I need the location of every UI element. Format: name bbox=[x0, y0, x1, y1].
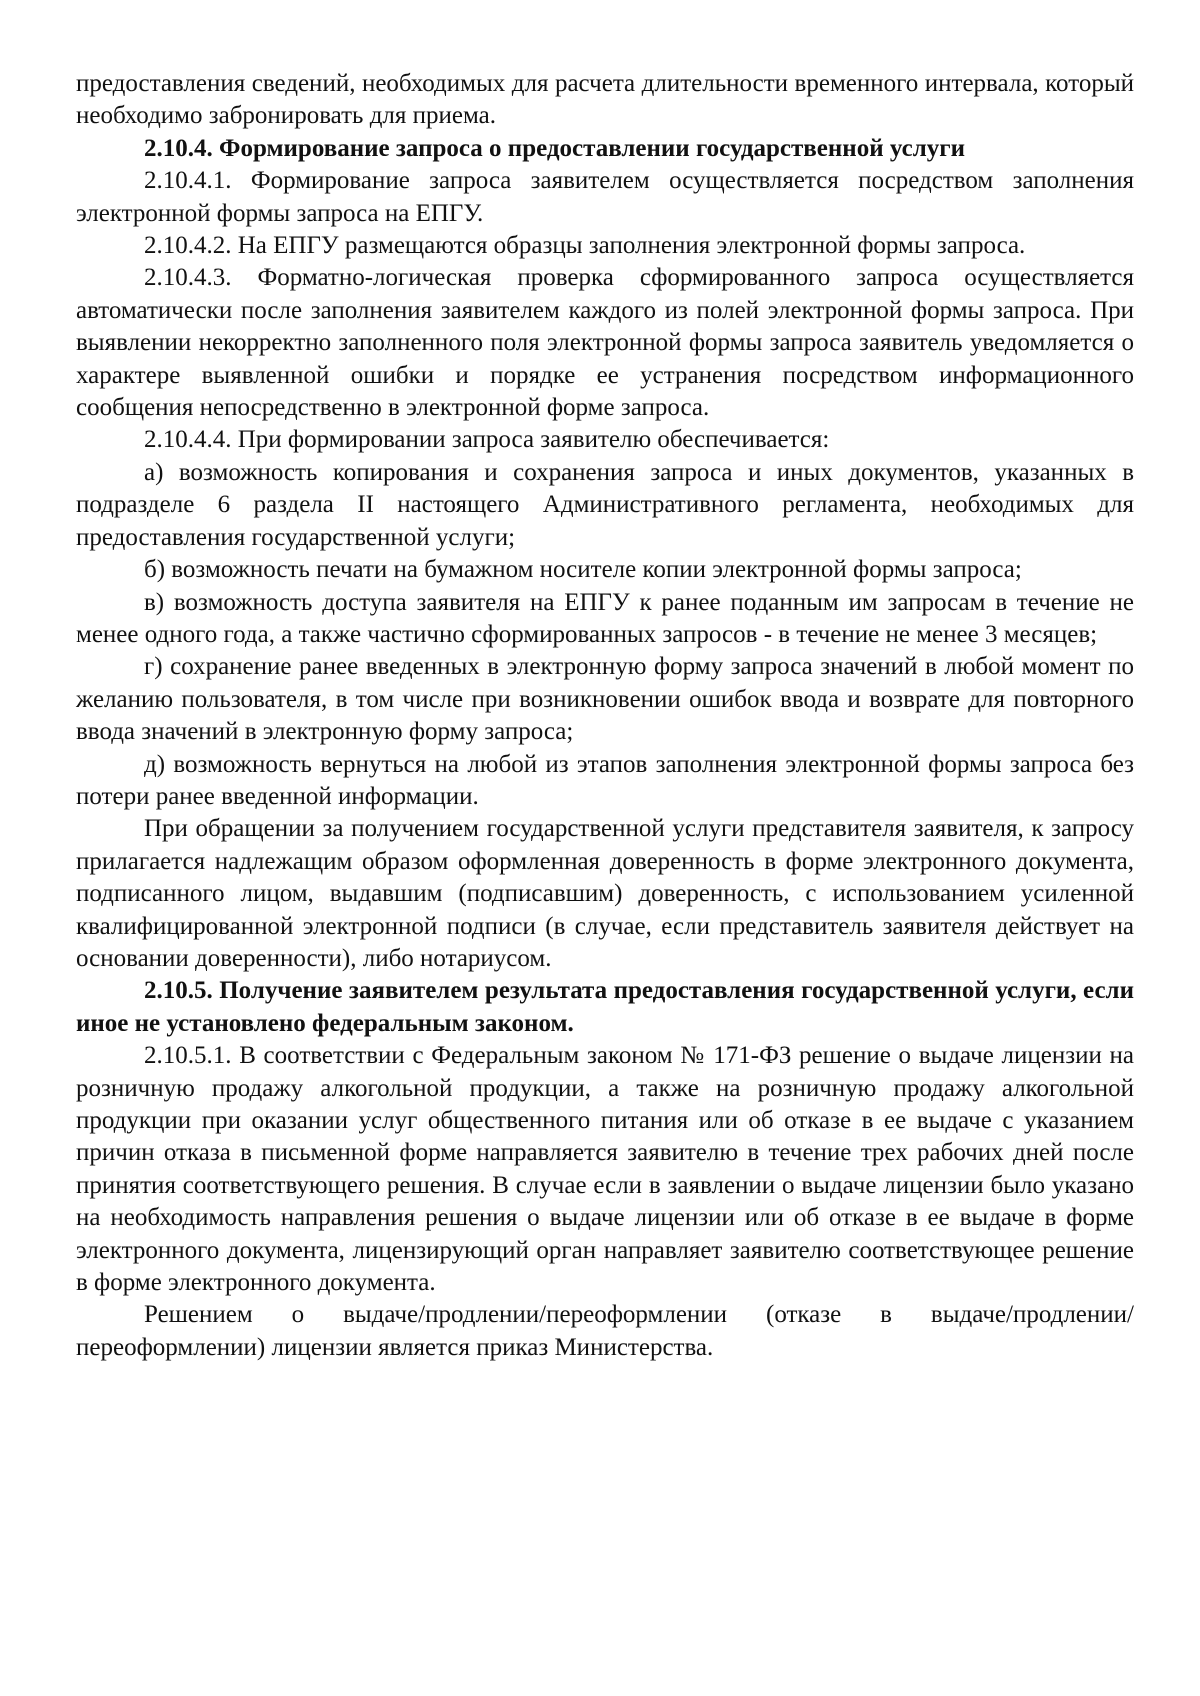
paragraph-2-10-4-4: 2.10.4.4. При формировании запроса заявителю обеспечивается: bbox=[144, 426, 830, 454]
paragraph-continuation: предоставления сведений, необходимых для расчета длительности временного интервала, который необходимо забронировать для приема. bbox=[76, 70, 1134, 130]
section-heading-2-10-4: 2.10.4. Формирование запроса о предоставлении государственной услуги bbox=[144, 134, 965, 162]
paragraph-2-10-5-1: 2.10.5.1. В соответствии с Федеральным законом № 171-ФЗ решение о выдаче лицензии на розничную продажу алкогольной продукции, а также на розничную продажу алкогольной продукции при оказании услуг общественного питания или об отказе в ее выдаче с указанием причин отказа в письменной форме направляется заявителю в течение трех рабочих дней после принятия соответствующего решения. В случае если в заявлении о выдаче лицензии было указано на необходимость направления решения о выдаче лицензии или об отказе в ее выдаче в форме электронного документа, лицензирующий орган направляет заявителю соответствующее решение в форме электронного документа. bbox=[76, 1042, 1134, 1297]
section-heading-2-10-5: 2.10.5. Получение заявителем результата предоставления государственной услуги, если иное не установлено федеральным законом. bbox=[76, 977, 1134, 1037]
list-item-d: д) возможность вернуться на любой из этапов заполнения электронной формы запроса без потери ранее введенной информации. bbox=[76, 750, 1134, 810]
list-item-a: а) возможность копирования и сохранения запроса и иных документов, указанных в подразделе 6 раздела II настоящего Административного регламента, необходимых для предоставления государственной услуги; bbox=[76, 458, 1134, 551]
paragraph-2-10-4-3: 2.10.4.3. Форматно-логическая проверка сформированного запроса осуществляется автоматически после заполнения заявителем каждого из полей электронной формы запроса. При выявлении некорректно заполненного поля электронной формы запроса заявитель уведомляется о характере выявленной ошибки и порядке ее устранения посредством информационного сообщения непосредственно в электронной форме запроса. bbox=[76, 264, 1134, 422]
list-item-g: г) сохранение ранее введенных в электронную форму запроса значений в любой момент по желанию пользователя, в том числе при возникновении ошибок ввода и возврате для повторного ввода значений в электронную форму запроса; bbox=[76, 653, 1134, 746]
paragraph-representative: При обращении за получением государственной услуги представителя заявителя, к запросу прилагается надлежащим образом оформленная доверенность в форме электронного документа, подписанного лицом, выдавшим (подписавшим) доверенность, с использованием усиленной квалифицированной электронной подписи (в случае, если представитель заявителя действует на основании доверенности), либо нотариусом. bbox=[76, 815, 1134, 972]
document-page bbox=[76, 68, 1134, 1364]
list-item-b: б) возможность печати на бумажном носителе копии электронной формы запроса; bbox=[144, 556, 1022, 584]
paragraph-2-10-4-2: 2.10.4.2. На ЕПГУ размещаются образцы заполнения электронной формы запроса. bbox=[144, 232, 1026, 260]
list-item-v: в) возможность доступа заявителя на ЕПГУ к ранее поданным им запросам в течение не менее одного года, а также частично сформированных запросов - в течение не менее 3 месяцев; bbox=[76, 588, 1134, 648]
paragraph-2-10-4-1: 2.10.4.1. Формирование запроса заявителем осуществляется посредством заполнения электронной формы запроса на ЕПГУ. bbox=[76, 167, 1134, 227]
paragraph-decision: Решением о выдаче/продлении/переоформлении (отказе в выдаче/продлении/переоформлении) лицензии является приказ Министерства. bbox=[76, 1301, 1134, 1361]
